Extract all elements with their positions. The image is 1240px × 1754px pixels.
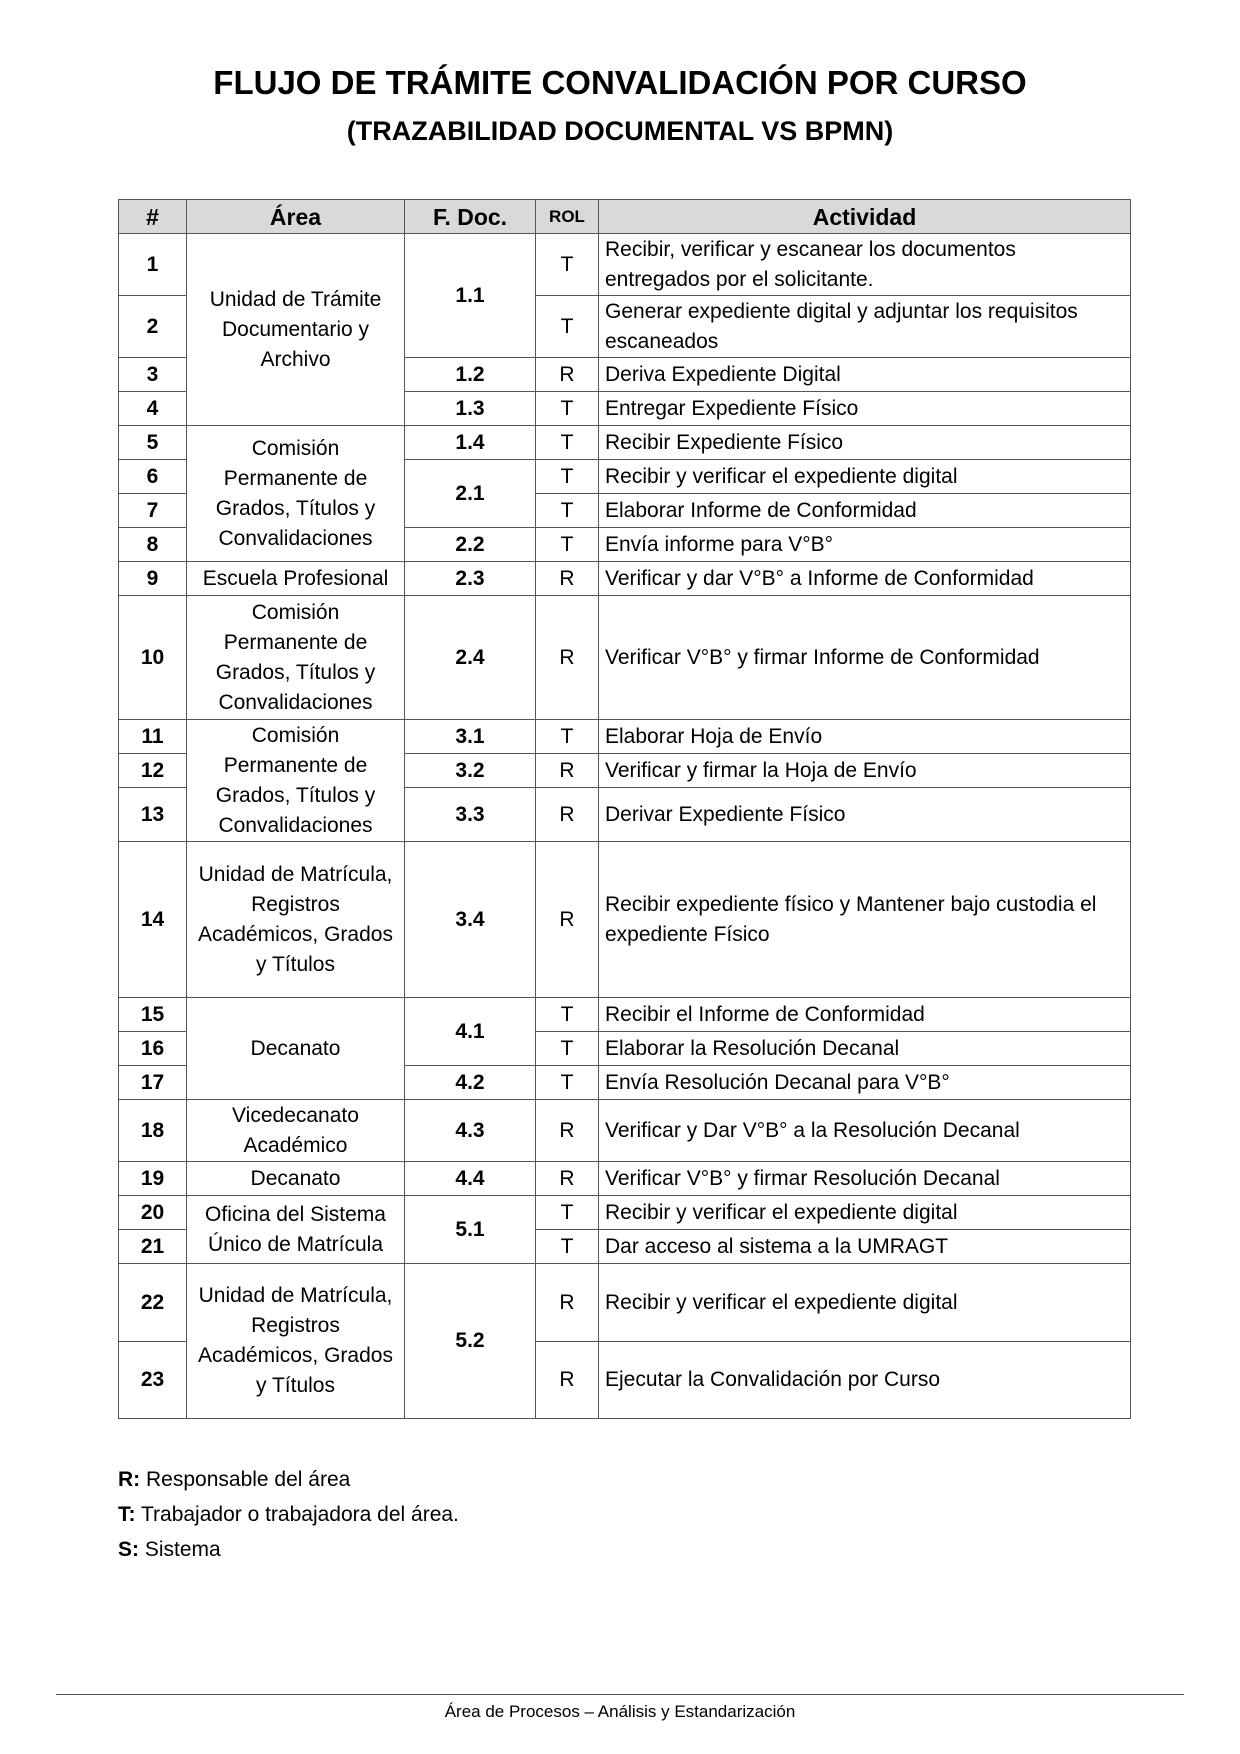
legend-item-r bbox=[118, 1468, 350, 1492]
row-number: 1 bbox=[119, 234, 187, 296]
doc-cell: 2.1 bbox=[405, 460, 536, 528]
table-row bbox=[119, 426, 1131, 460]
row-number: 15 bbox=[119, 998, 187, 1032]
document-subtitle: (TRAZABILIDAD DOCUMENTAL VS BPMN) bbox=[346, 116, 894, 146]
rol-cell: T bbox=[536, 998, 599, 1032]
header-doc: F. Doc. bbox=[405, 200, 536, 234]
rol-cell: R bbox=[536, 1342, 599, 1419]
rol-cell: R bbox=[536, 596, 599, 720]
activity-cell: Recibir expediente físico y Mantener bajo custodia el expediente Físico bbox=[599, 842, 1131, 998]
rol-cell: T bbox=[536, 234, 599, 296]
row-number: 17 bbox=[119, 1066, 187, 1100]
legend-text: Responsable del área bbox=[146, 1468, 351, 1491]
area-cell: Comisión Permanente de Grados, Títulos y Convalidaciones bbox=[187, 720, 405, 842]
row-number: 22 bbox=[119, 1264, 187, 1342]
activity-cell: Entregar Expediente Físico bbox=[599, 392, 1131, 426]
doc-cell: 2.2 bbox=[405, 528, 536, 562]
doc-cell: 5.2 bbox=[405, 1264, 536, 1419]
row-number: 3 bbox=[119, 358, 187, 392]
activity-cell: Recibir Expediente Físico bbox=[599, 426, 1131, 460]
flow-table bbox=[118, 199, 1131, 1419]
table-row bbox=[119, 1264, 1131, 1342]
activity-cell: Ejecutar la Convalidación por Curso bbox=[599, 1342, 1131, 1419]
row-number: 4 bbox=[119, 392, 187, 426]
row-number: 10 bbox=[119, 596, 187, 720]
page-footer: Área de Procesos – Análisis y Estandarización bbox=[444, 1702, 796, 1721]
doc-cell: 4.2 bbox=[405, 1066, 536, 1100]
rol-cell: T bbox=[536, 1196, 599, 1230]
rol-cell: R bbox=[536, 1100, 599, 1162]
activity-cell: Verificar V°B° y firmar Resolución Decanal bbox=[599, 1162, 1131, 1196]
doc-cell: 1.1 bbox=[405, 234, 536, 358]
table-row bbox=[119, 1100, 1131, 1162]
table-row bbox=[119, 1162, 1131, 1196]
table-row bbox=[119, 596, 1131, 720]
table-header-row bbox=[119, 200, 1131, 234]
rol-cell: R bbox=[536, 842, 599, 998]
document-title: FLUJO DE TRÁMITE CONVALIDACIÓN POR CURSO bbox=[213, 64, 1027, 101]
doc-cell: 5.1 bbox=[405, 1196, 536, 1264]
rol-cell: R bbox=[536, 1162, 599, 1196]
area-cell: Comisión Permanente de Grados, Títulos y Convalidaciones bbox=[187, 426, 405, 562]
activity-cell: Recibir y verificar el expediente digital bbox=[599, 1196, 1131, 1230]
row-number: 23 bbox=[119, 1342, 187, 1419]
rol-cell: T bbox=[536, 1066, 599, 1100]
activity-cell: Verificar V°B° y firmar Informe de Conformidad bbox=[599, 596, 1131, 720]
activity-cell: Verificar y dar V°B° a Informe de Conformidad bbox=[599, 562, 1131, 596]
row-number: 14 bbox=[119, 842, 187, 998]
legend-key: R: bbox=[118, 1468, 141, 1491]
legend-item-s bbox=[118, 1538, 221, 1562]
legend-key: T: bbox=[118, 1503, 136, 1526]
legend-key: S: bbox=[118, 1538, 139, 1561]
rol-cell: R bbox=[536, 754, 599, 788]
doc-cell: 3.2 bbox=[405, 754, 536, 788]
footer-divider bbox=[56, 1694, 1184, 1695]
area-cell: Escuela Profesional bbox=[187, 562, 405, 596]
doc-cell: 4.4 bbox=[405, 1162, 536, 1196]
rol-cell: T bbox=[536, 720, 599, 754]
activity-cell: Elaborar Informe de Conformidad bbox=[599, 494, 1131, 528]
rol-cell: T bbox=[536, 460, 599, 494]
table-row bbox=[119, 1196, 1131, 1230]
rol-cell: T bbox=[536, 296, 599, 358]
activity-cell: Recibir, verificar y escanear los documentos entregados por el solicitante. bbox=[599, 234, 1131, 296]
rol-cell: T bbox=[536, 1230, 599, 1264]
row-number: 18 bbox=[119, 1100, 187, 1162]
row-number: 20 bbox=[119, 1196, 187, 1230]
activity-cell: Deriva Expediente Digital bbox=[599, 358, 1131, 392]
doc-cell: 2.4 bbox=[405, 596, 536, 720]
doc-cell: 1.2 bbox=[405, 358, 536, 392]
row-number: 6 bbox=[119, 460, 187, 494]
table-row bbox=[119, 998, 1131, 1032]
row-number: 12 bbox=[119, 754, 187, 788]
table-row bbox=[119, 720, 1131, 754]
row-number: 13 bbox=[119, 788, 187, 842]
row-number: 16 bbox=[119, 1032, 187, 1066]
activity-cell: Envía Resolución Decanal para V°B° bbox=[599, 1066, 1131, 1100]
row-number: 5 bbox=[119, 426, 187, 460]
area-cell: Comisión Permanente de Grados, Títulos y Convalidaciones bbox=[187, 596, 405, 720]
rol-cell: R bbox=[536, 1264, 599, 1342]
activity-cell: Elaborar Hoja de Envío bbox=[599, 720, 1131, 754]
doc-cell: 2.3 bbox=[405, 562, 536, 596]
row-number: 2 bbox=[119, 296, 187, 358]
activity-cell: Verificar y Dar V°B° a la Resolución Decanal bbox=[599, 1100, 1131, 1162]
legend-item-t bbox=[118, 1503, 459, 1527]
doc-cell: 4.1 bbox=[405, 998, 536, 1066]
table-row bbox=[119, 842, 1131, 998]
table-row bbox=[119, 562, 1131, 596]
rol-cell: T bbox=[536, 494, 599, 528]
area-cell: Unidad de Matrícula, Registros Académicos, Grados y Títulos bbox=[187, 842, 405, 998]
rol-cell: T bbox=[536, 392, 599, 426]
header-activity: Actividad bbox=[599, 200, 1131, 234]
activity-cell: Generar expediente digital y adjuntar los requisitos escaneados bbox=[599, 296, 1131, 358]
activity-cell: Derivar Expediente Físico bbox=[599, 788, 1131, 842]
activity-cell: Recibir y verificar el expediente digital bbox=[599, 1264, 1131, 1342]
rol-cell: T bbox=[536, 1032, 599, 1066]
table-row bbox=[119, 234, 1131, 296]
row-number: 8 bbox=[119, 528, 187, 562]
header-num: # bbox=[119, 200, 187, 234]
activity-cell: Elaborar la Resolución Decanal bbox=[599, 1032, 1131, 1066]
activity-cell: Recibir y verificar el expediente digital bbox=[599, 460, 1131, 494]
doc-cell: 3.1 bbox=[405, 720, 536, 754]
doc-cell: 1.3 bbox=[405, 392, 536, 426]
area-cell: Decanato bbox=[187, 1162, 405, 1196]
header-rol: ROL bbox=[536, 200, 599, 234]
doc-cell: 3.4 bbox=[405, 842, 536, 998]
area-cell: Unidad de Matrícula, Registros Académicos, Grados y Títulos bbox=[187, 1264, 405, 1419]
rol-cell: R bbox=[536, 788, 599, 842]
legend-text: Sistema bbox=[144, 1538, 221, 1561]
activity-cell: Recibir el Informe de Conformidad bbox=[599, 998, 1131, 1032]
doc-cell: 1.4 bbox=[405, 426, 536, 460]
rol-cell: T bbox=[536, 528, 599, 562]
rol-cell: R bbox=[536, 358, 599, 392]
doc-cell: 3.3 bbox=[405, 788, 536, 842]
row-number: 19 bbox=[119, 1162, 187, 1196]
rol-cell: T bbox=[536, 426, 599, 460]
activity-cell: Verificar y firmar la Hoja de Envío bbox=[599, 754, 1131, 788]
row-number: 11 bbox=[119, 720, 187, 754]
header-area: Área bbox=[187, 200, 405, 234]
activity-cell: Envía informe para V°B° bbox=[599, 528, 1131, 562]
doc-cell: 4.3 bbox=[405, 1100, 536, 1162]
legend-text: Trabajador o trabajadora del área. bbox=[140, 1503, 459, 1526]
area-cell: Oficina del Sistema Único de Matrícula bbox=[187, 1196, 405, 1264]
rol-cell: R bbox=[536, 562, 599, 596]
area-cell: Vicedecanato Académico bbox=[187, 1100, 405, 1162]
row-number: 21 bbox=[119, 1230, 187, 1264]
row-number: 9 bbox=[119, 562, 187, 596]
area-cell: Decanato bbox=[187, 998, 405, 1100]
row-number: 7 bbox=[119, 494, 187, 528]
activity-cell: Dar acceso al sistema a la UMRAGT bbox=[599, 1230, 1131, 1264]
area-cell: Unidad de Trámite Documentario y Archivo bbox=[187, 234, 405, 426]
